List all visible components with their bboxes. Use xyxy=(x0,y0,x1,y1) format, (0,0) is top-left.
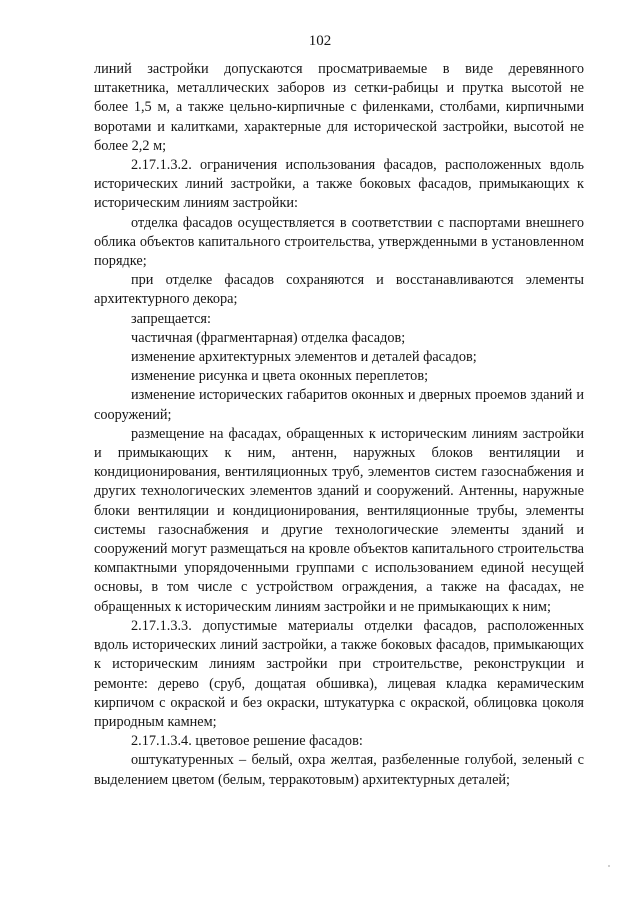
paragraph: изменение рисунка и цвета оконных переплетов; xyxy=(131,368,429,385)
paragraph: изменение исторических габаритов оконных и дверных проемов зданий и сооружений; xyxy=(94,387,584,423)
paragraph: размещение на фасадах, обращенных к историческим линиям застройки и примыкающих к ним, антенн, наружных блоков вентиляции и кондиционирования, вентиляционных труб, элементов систем газоснабжения и других технологических элементов зданий и сооружений. Антенны, наружные блоки вентиляции и кондиционирования, вентиляционные трубы, элементы системы газоснабжения и другие технологические элементы зданий и сооружений могут размещаться на кровле объектов капитального строительства компактными упорядоченными группами с использованием единой несущей основы, в том числе с устройством ограждения, а также на фасадах, не обращенных к историческим линиям застройки и не примыкающих к ним; xyxy=(94,425,584,615)
paragraph: 2.17.1.3.2. ограничения использования фасадов, расположенных вдоль исторических линий застройки, а также боковых фасадов, примыкающих к историческим линиям застройки: xyxy=(94,157,584,212)
paragraph: при отделке фасадов сохраняются и восстанавливаются элементы архитектурного декора; xyxy=(94,272,584,308)
paragraph: 2.17.1.3.3. допустимые материалы отделки фасадов, расположенных вдоль исторических линий застройки, а также боковых фасадов, примыкающих к историческим линиям застройки при строительстве, реконструкции и ремонте: дерево (сруб, дощатая обшивка), лицевая кладка керамическим кирпичом с окраской и без окраски, штукатурка с окраской, облицовка цоколя природным камнем; xyxy=(94,617,584,730)
paragraph: 2.17.1.3.4. цветовое решение фасадов: xyxy=(131,733,363,750)
page-number: 102 xyxy=(308,33,332,49)
paragraph: изменение архитектурных элементов и деталей фасадов; xyxy=(131,349,477,366)
paragraph: оштукатуренных – белый, охра желтая, разбеленные голубой, зеленый с выделением цветом (белым, терракотовым) архитектурных деталей; xyxy=(94,752,584,788)
paragraph: запрещается: xyxy=(131,310,211,327)
document-body xyxy=(94,60,584,790)
paragraph: линий застройки допускаются просматриваемые в виде деревянного штакетника, металлических заборов из сетки-рабицы и прутка высотой не более 1,5 м, а также цельно-кирпичные с филенками, столбами, кирпичными воротами и калитками, характерные для исторической застройки, высотой не более 2,2 м; xyxy=(94,61,584,154)
scan-artifact xyxy=(608,865,610,867)
paragraph: отделка фасадов осуществляется в соответствии с паспортами внешнего облика объектов капитального строительства, утвержденными в установленном порядке; xyxy=(94,214,584,270)
paragraph: частичная (фрагментарная) отделка фасадов; xyxy=(131,329,406,346)
